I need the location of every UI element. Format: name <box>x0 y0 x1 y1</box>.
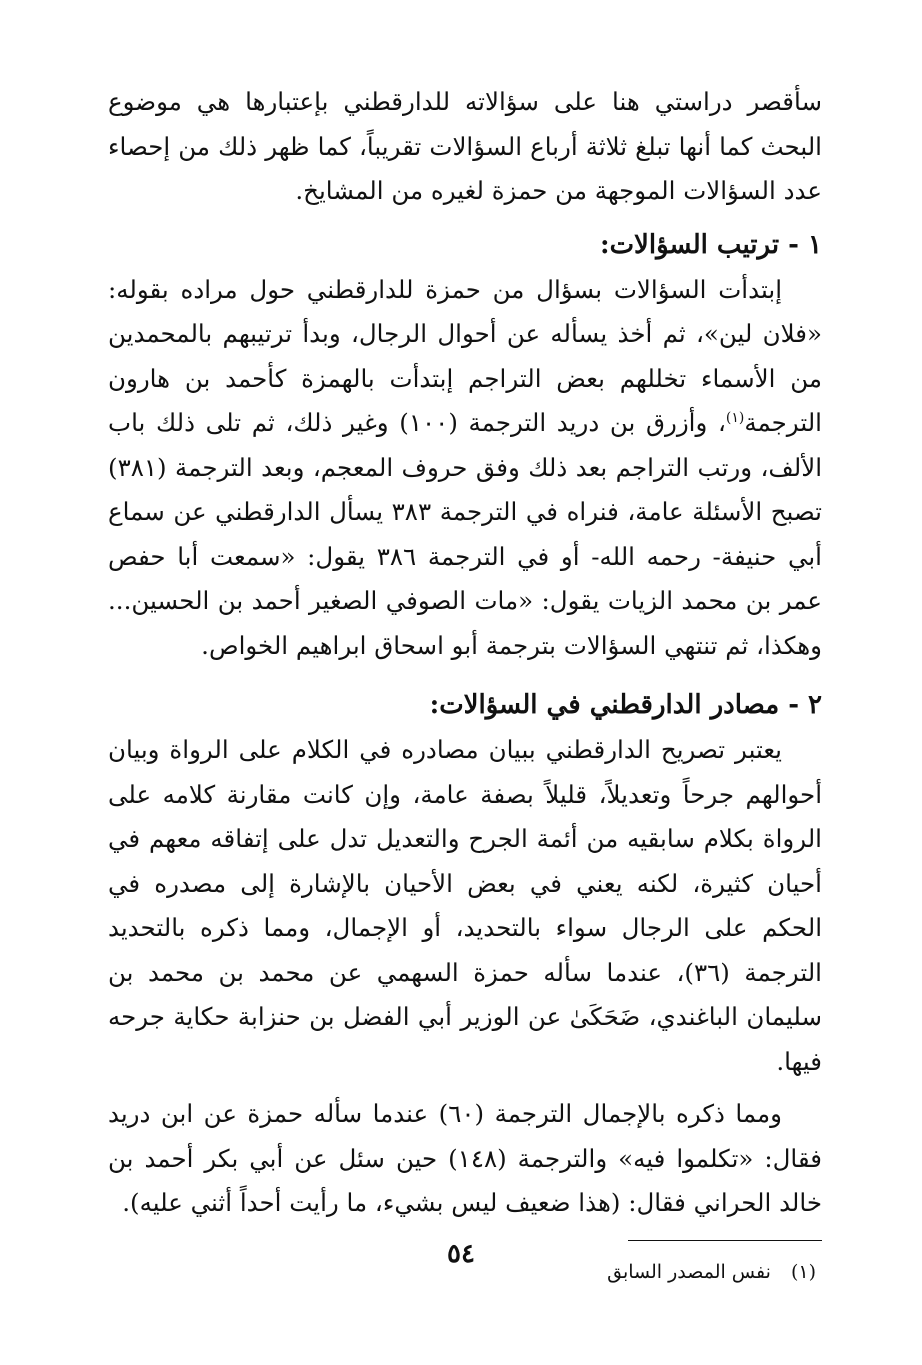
section-2-heading: ٢ - مصادر الدارقطني في السؤالات: <box>429 690 822 720</box>
spacer <box>108 1084 822 1092</box>
section-1-text-a: إبتدأت السؤالات بسؤال من حمزة للدارقطني حول مراده بقوله: «فلان لين»، ثم أخذ يسأله عن أحوال الرجال، وبدأ ترتيبهم بالمحمدين من الأسماء تخللهم بعض التراجم إبتدأت بالهمزة كأحمد بن هارون الترجمة <box>108 274 822 437</box>
footnote-number: (١) <box>790 1260 816 1283</box>
footnote-text: نفس المصدر السابق <box>607 1260 771 1283</box>
section-1-heading: ١ - ترتيب السؤالات: <box>599 229 822 260</box>
section-1-paragraph <box>108 268 822 669</box>
spacer <box>108 668 822 682</box>
page-number: ٥٤ <box>447 1239 475 1269</box>
intro-paragraph: سأقصر دراستي هنا على سؤالاته للدارقطني بإعتبارها هي موضوع البحث كما أنها تبلغ ثلاثة أرباع السؤالات تقريباً، كما ظهر ذلك من إحصاء عدد السؤالات الموجهة من حمزة لغيره من المشايخ. <box>108 87 822 205</box>
spacer <box>108 214 822 222</box>
section-2-paragraph-2: ومما ذكره بالإجمال الترجمة (٦٠) عندما سأله حمزة عن ابن دريد فقال: «تكلموا فيه» والترجمة (١٤٨) حين سئل عن أبي بكر أحمد بن خالد الحراني فقال: (هذا ضعيف ليس بشيء، ما رأيت أحداً أثني عليه). <box>108 1099 822 1217</box>
section-2-paragraph-1: يعتبر تصريح الدارقطني ببيان مصادره في الكلام على الرواة وبيان أحوالهم جرحاً وتعديلاً، قليلاً بصفة عامة، وإن كانت مقارنة كلامه على الرواة بكلام سابقيه من أئمة الجرح والتعديل تدل على إتفاقه معهم في أحيان كثيرة، لكنه يعني في بعض الأحيان بالإشارة إلى مصدره في الحكم على الرجال سواء بالتحديد، أو الإجمال، ومما ذكره بالتحديد الترجمة (٣٦)، عندما سأله حمزة السهمي عن محمد بن محمد بن سليمان الباغندي، ضَحَكَىٰ عن الوزير أبي الفضل بن حنزابة حكاية جرحه فيها. <box>108 735 822 1076</box>
section-1-text-b: ، وأزرق بن دريد الترجمة (١٠٠) وغير ذلك، ثم تلى ذلك باب الألف، ورتب التراجم بعد ذلك وفق حروف المعجم، وبعد الترجمة (٣٨١) تصبح الأسئلة عامة، فنراه في الترجمة ٣٨٣ يسأل الدارقطني عن سماع أبي حنيفة- رحمه الله- أو في الترجمة ٣٨٦ يقول: «سمعت أبا حفص عمر بن محمد الزيات يقول: «مات الصوفي الصغير أحمد بن الحسين... وهكذا، ثم تنتهي السؤالات بترجمة أبو اسحاق ابراهيم الخواص. <box>108 408 822 660</box>
footnote-reference[interactable]: (١) <box>725 409 745 426</box>
